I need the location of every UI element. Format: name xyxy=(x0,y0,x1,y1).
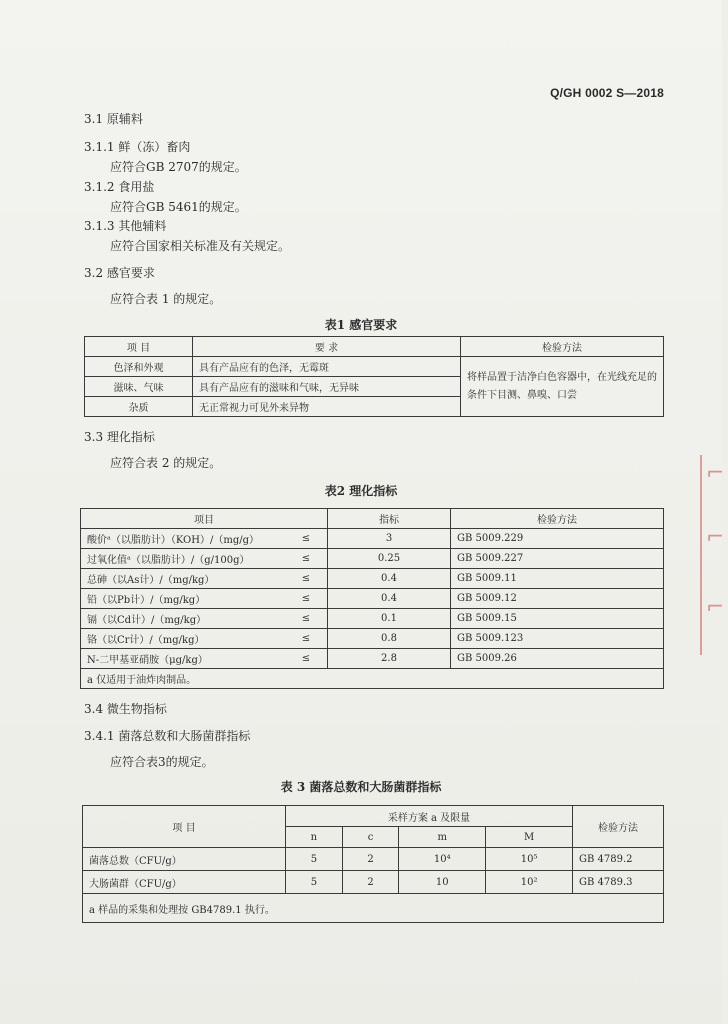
table-row xyxy=(81,629,664,649)
table-row xyxy=(85,357,664,377)
table-header-cell: 检验方法 xyxy=(573,806,664,848)
table-cell: 镉（以Cd计）/（mg/kg） xyxy=(81,609,286,629)
table-cell: ≤ xyxy=(285,629,328,649)
table-cell: 5 xyxy=(286,848,343,871)
table-cell: 5 xyxy=(286,871,343,894)
table-note: a 仅适用于油炸肉制品。 xyxy=(81,669,664,689)
table-cell: 10⁴ xyxy=(399,848,486,871)
table-note: a 样品的采集和处理按 GB4789.1 执行。 xyxy=(83,894,664,923)
table-cell: GB 5009.26 xyxy=(451,649,664,669)
table-cell: 2 xyxy=(342,871,399,894)
table-cell: 铬（以Cr计）/（mg/kg） xyxy=(81,629,286,649)
table-cell: 酸价ᵃ（以脂肪计）（KOH）/（mg/g） xyxy=(81,529,286,549)
section-3-1-2: 3.1.2 食用盐 xyxy=(84,180,155,194)
table-cell: 菌落总数（CFU/g） xyxy=(83,848,286,871)
table-cell: 0.8 xyxy=(328,629,451,649)
table-row xyxy=(81,569,664,589)
table-cell: GB 5009.11 xyxy=(451,569,664,589)
table-cell: 0.1 xyxy=(328,609,451,629)
table-cell: 0.4 xyxy=(328,589,451,609)
table-cell: ≤ xyxy=(285,529,328,549)
section-3-1: 3.1 原辅料 xyxy=(84,112,143,126)
table-header-cell: m xyxy=(399,827,486,848)
physicochemical-table xyxy=(80,508,664,689)
table-cell: 无正常视力可见外来异物 xyxy=(193,397,461,417)
table-row xyxy=(83,848,664,871)
table-header-cell: 要 求 xyxy=(193,337,461,357)
table2-caption: 表2 理化指标 xyxy=(324,484,398,498)
table-cell: 铅（以Pb计）/（mg/kg） xyxy=(81,589,286,609)
section-3-4-1: 3.4.1 菌落总数和大肠菌群指标 xyxy=(84,729,251,743)
table-row xyxy=(81,529,664,549)
table-cell: 过氧化值ᵃ（以脂肪计）/（g/100g） xyxy=(81,549,286,569)
table-header-cell: 检验方法 xyxy=(451,509,664,529)
table-cell: 10 xyxy=(399,871,486,894)
table-row xyxy=(81,609,664,629)
table-header-cell: c xyxy=(342,827,399,848)
table-cell: GB 4789.3 xyxy=(573,871,664,894)
table-header-cell: 指标 xyxy=(328,509,451,529)
section-3-2: 3.2 感官要求 xyxy=(84,266,155,280)
table-cell: 3 xyxy=(328,529,451,549)
table-header-row xyxy=(83,806,664,827)
table-row xyxy=(81,549,664,569)
microbial-table xyxy=(82,805,664,923)
section-3-4-1-text: 应符合表3的规定。 xyxy=(110,755,214,769)
table-header-cell: 项目 xyxy=(81,509,328,529)
section-3-1-1: 3.1.1 鲜（冻）畜肉 xyxy=(84,140,191,154)
section-3-2-text: 应符合表 1 的规定。 xyxy=(110,292,222,306)
section-3-1-1-text: 应符合GB 2707的规定。 xyxy=(110,160,247,174)
table-cell: GB 5009.123 xyxy=(451,629,664,649)
table-cell: GB 5009.15 xyxy=(451,609,664,629)
standard-code: Q/GH 0002 S—2018 xyxy=(550,86,664,100)
table-cell: 0.4 xyxy=(328,569,451,589)
section-3-4: 3.4 微生物指标 xyxy=(84,702,167,716)
sensory-table xyxy=(84,336,664,417)
table-note-row xyxy=(83,894,664,923)
red-stamp-mark: ⌐ ⌐ ⌐ xyxy=(700,455,728,655)
table-cell: GB 4789.2 xyxy=(573,848,664,871)
table-header-row xyxy=(81,509,664,529)
table-cell: 滋味、气味 xyxy=(85,377,193,397)
table-header-cell: 检验方法 xyxy=(461,337,664,357)
section-3-1-3-text: 应符合国家相关标准及有关规定。 xyxy=(110,239,291,253)
method-cell: 将样品置于洁净白色容器中，在光线充足的条件下目测、鼻嗅、口尝 xyxy=(461,357,664,417)
table-cell: ≤ xyxy=(285,569,328,589)
section-3-3: 3.3 理化指标 xyxy=(84,430,155,444)
table-cell: 0.25 xyxy=(328,549,451,569)
table-cell: ≤ xyxy=(285,649,328,669)
table-header-cell: 采样方案 a 及限量 xyxy=(286,806,573,827)
table-header-cell: n xyxy=(286,827,343,848)
table-cell: N-二甲基亚硝胺（μg/kg） xyxy=(81,649,286,669)
table1-caption: 表1 感官要求 xyxy=(324,318,398,332)
table-cell: 具有产品应有的滋味和气味，无异味 xyxy=(193,377,461,397)
table-cell: 总砷（以As计）/（mg/kg） xyxy=(81,569,286,589)
table-row xyxy=(81,589,664,609)
section-3-3-text: 应符合表 2 的规定。 xyxy=(110,456,222,470)
table-cell: ≤ xyxy=(285,549,328,569)
table-cell: 杂质 xyxy=(85,397,193,417)
table3-caption: 表 3 菌落总数和大肠菌群指标 xyxy=(280,780,442,794)
table-header-cell: M xyxy=(486,827,573,848)
table-cell: ≤ xyxy=(285,589,328,609)
table-cell: 2 xyxy=(342,848,399,871)
table-note-row xyxy=(81,669,664,689)
table-cell: 10² xyxy=(486,871,573,894)
table-cell: ≤ xyxy=(285,609,328,629)
table-cell: 大肠菌群（CFU/g） xyxy=(83,871,286,894)
table-header-row xyxy=(85,337,664,357)
table-cell: 2.8 xyxy=(328,649,451,669)
table-header-cell: 项 目 xyxy=(83,806,286,848)
table-cell: 10⁵ xyxy=(486,848,573,871)
table-cell: 色泽和外观 xyxy=(85,357,193,377)
table-cell: 具有产品应有的色泽，无霉斑 xyxy=(193,357,461,377)
section-3-1-2-text: 应符合GB 5461的规定。 xyxy=(110,200,247,214)
section-3-1-3: 3.1.3 其他辅料 xyxy=(84,219,167,233)
table-cell: GB 5009.227 xyxy=(451,549,664,569)
table-row xyxy=(81,649,664,669)
table-header-cell: 项 目 xyxy=(85,337,193,357)
table-cell: GB 5009.12 xyxy=(451,589,664,609)
table-row xyxy=(83,871,664,894)
table-cell: GB 5009.229 xyxy=(451,529,664,549)
